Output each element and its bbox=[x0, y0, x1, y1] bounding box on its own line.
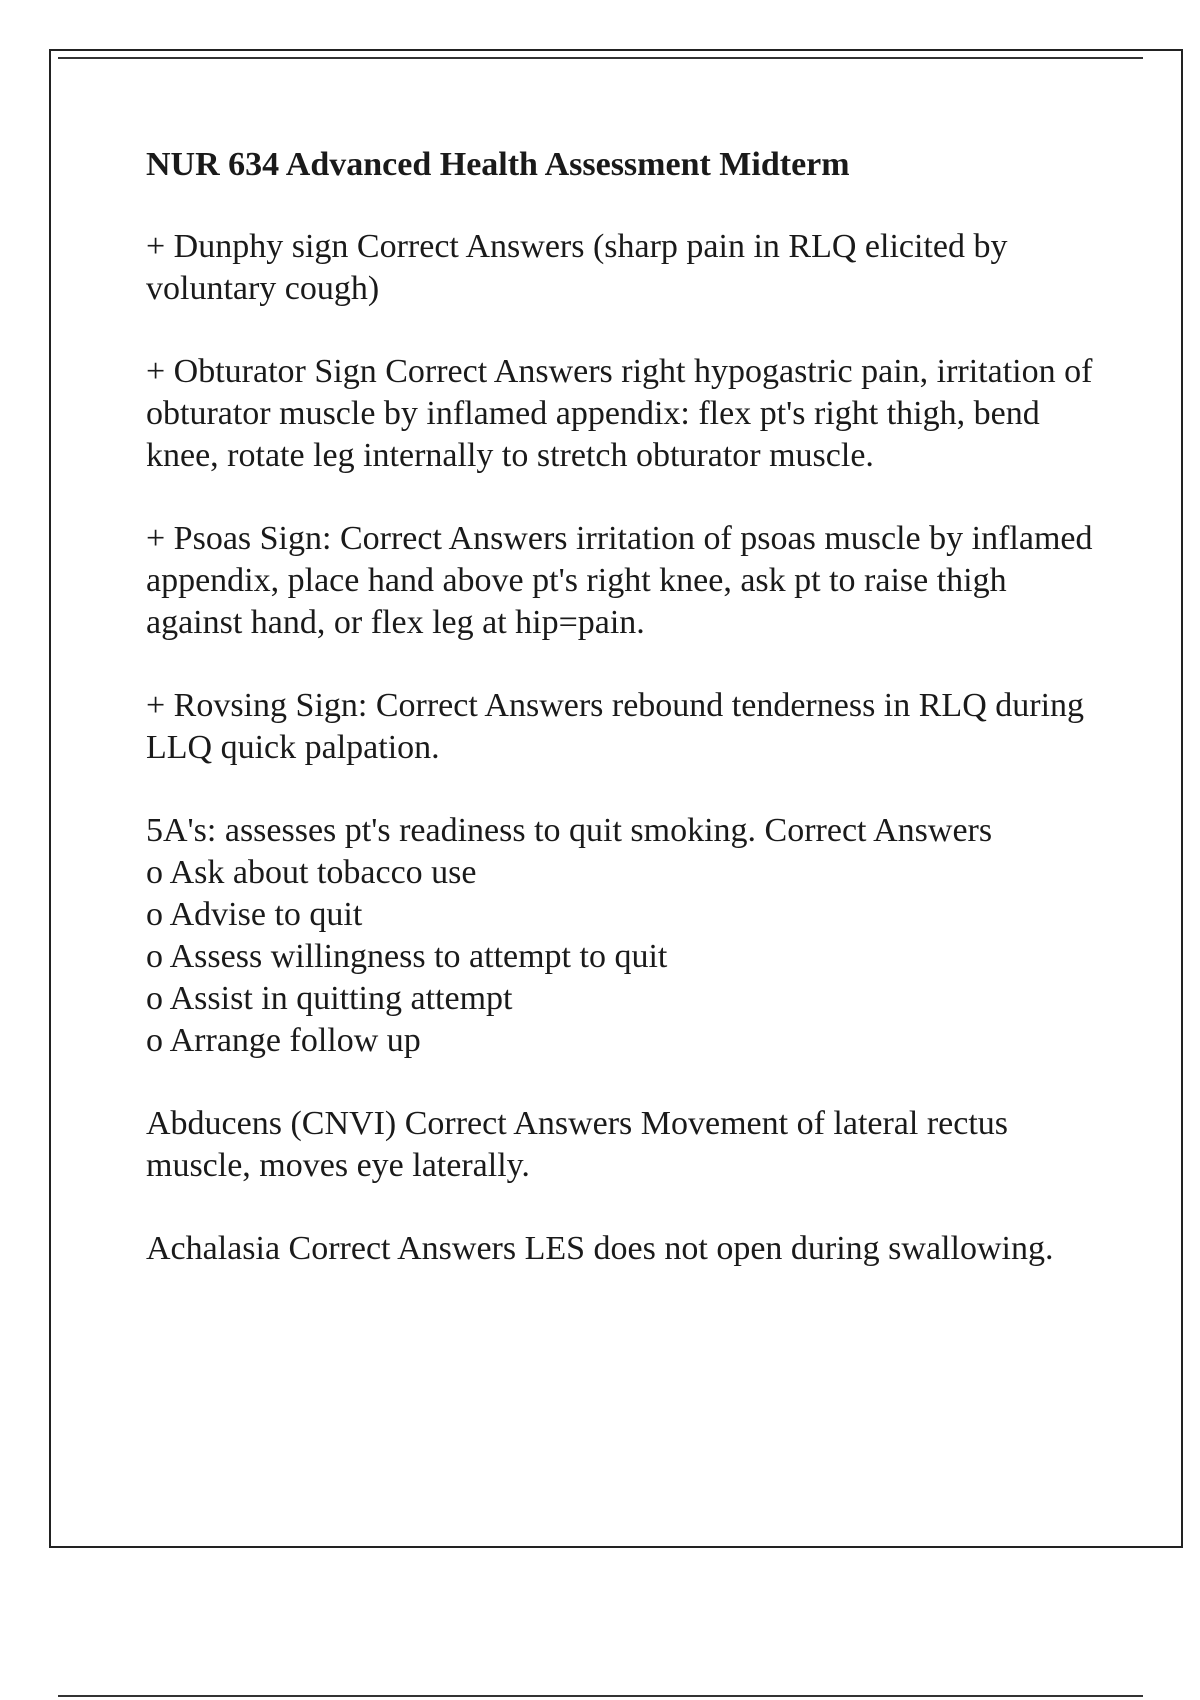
entry-dunphy-sign bbox=[146, 226, 1106, 310]
top-rule bbox=[58, 57, 1143, 59]
list-item: o Ask about tobacco use bbox=[146, 854, 477, 891]
entry-text: 5A's: assesses pt's readiness to quit smoking. Correct Answers bbox=[146, 812, 993, 849]
entry-5as bbox=[146, 810, 1106, 1062]
bottom-rule bbox=[58, 1695, 1143, 1697]
document-body bbox=[146, 144, 1106, 1311]
document-title: NUR 634 Advanced Health Assessment Midterm bbox=[146, 146, 850, 183]
list-item: o Assess willingness to attempt to quit bbox=[146, 938, 668, 975]
5as-list bbox=[146, 852, 1106, 1062]
entry-text: + Rovsing Sign: Correct Answers rebound tenderness in RLQ during LLQ quick palpation. bbox=[146, 687, 1085, 766]
entry-text: + Psoas Sign: Correct Answers irritation of psoas muscle by inflamed appendix, place hand above pt's right knee, ask pt to raise thigh against hand, or flex leg at hip=pain. bbox=[146, 520, 1093, 641]
list-item: o Arrange follow up bbox=[146, 1022, 421, 1059]
entry-obturator-sign bbox=[146, 351, 1106, 477]
entry-text: + Dunphy sign Correct Answers (sharp pain in RLQ elicited by voluntary cough) bbox=[146, 228, 1008, 307]
entry-rovsing-sign bbox=[146, 685, 1106, 769]
entry-text: Achalasia Correct Answers LES does not open during swallowing. bbox=[146, 1230, 1054, 1267]
list-item: o Advise to quit bbox=[146, 896, 363, 933]
list-item: o Assist in quitting attempt bbox=[146, 980, 513, 1017]
entry-abducens bbox=[146, 1103, 1106, 1187]
entry-text: Abducens (CNVI) Correct Answers Movement of lateral rectus muscle, moves eye laterally. bbox=[146, 1105, 1009, 1184]
entry-achalasia bbox=[146, 1228, 1106, 1270]
entry-text: + Obturator Sign Correct Answers right hypogastric pain, irritation of obturator muscle by inflamed appendix: flex pt's right thigh, bend knee, rotate leg internally to stretch obturator muscle. bbox=[146, 353, 1093, 474]
entry-psoas-sign bbox=[146, 518, 1106, 644]
